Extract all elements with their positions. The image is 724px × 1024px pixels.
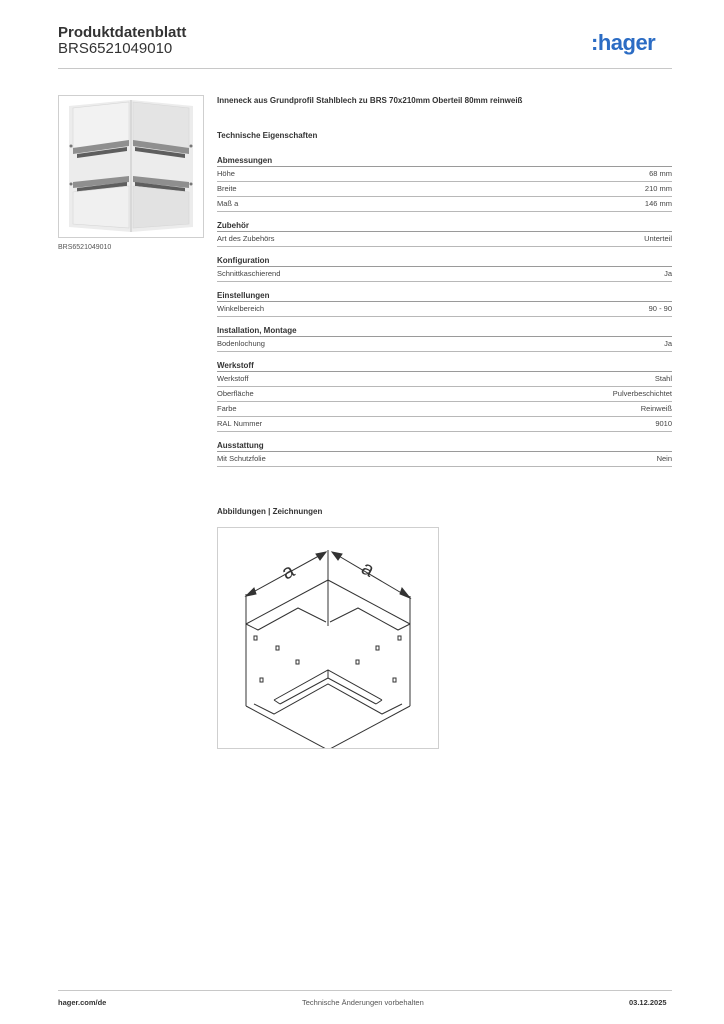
spec-label: Art des Zubehörs <box>217 234 275 243</box>
spec-row <box>217 387 672 402</box>
technical-properties-heading: Technische Eigenschaften <box>217 131 318 140</box>
product-image <box>58 95 204 238</box>
spec-value: Unterteil <box>644 234 672 243</box>
spec-group-installation <box>217 325 672 352</box>
spec-value: 210 mm <box>644 184 672 193</box>
spec-group-title: Ausstattung <box>217 440 672 452</box>
spec-group-title: Konfiguration <box>217 255 672 267</box>
spec-group-konfiguration <box>217 255 672 282</box>
spec-label: Farbe <box>217 404 237 413</box>
spec-value: Ja <box>664 269 672 278</box>
spec-value: 90 - 90 <box>648 304 672 313</box>
page-title: Produktdatenblatt <box>58 24 187 41</box>
spec-value: Stahl <box>654 374 672 383</box>
drawings-heading: Abbildungen | Zeichnungen <box>217 507 323 516</box>
spec-value: Pulverbeschichtet <box>612 389 672 398</box>
dimension-label-right: a <box>357 556 378 582</box>
spec-group-abmessungen <box>217 155 672 212</box>
product-description: Inneneck aus Grundprofil Stahlblech zu BRS 70x210mm Oberteil 80mm reinweiß <box>217 96 523 105</box>
spec-label: Maß a <box>217 199 239 208</box>
spec-value: Nein <box>656 454 672 463</box>
spec-value: Ja <box>664 339 672 348</box>
spec-row <box>217 267 672 282</box>
spec-label: Breite <box>217 184 237 193</box>
technical-drawing-svg <box>218 528 438 748</box>
spec-group-werkstoff <box>217 360 672 432</box>
spec-group-title: Installation, Montage <box>217 325 672 337</box>
spec-group-title: Abmessungen <box>217 155 672 167</box>
spec-group-zubehoer <box>217 220 672 247</box>
spec-label: Mit Schutzfolie <box>217 454 266 463</box>
footer-date: 03.12.2025 <box>629 998 667 1007</box>
spec-value: 68 mm <box>649 169 672 178</box>
product-image-caption: BRS6521049010 <box>58 244 112 251</box>
spec-label: Höhe <box>217 169 235 178</box>
technical-drawing <box>217 527 439 749</box>
spec-label: Winkelbereich <box>217 304 265 313</box>
spec-label: Schnittkaschierend <box>217 269 281 278</box>
spec-row <box>217 302 672 317</box>
spec-row <box>217 337 672 352</box>
hager-logo: :hager <box>591 30 656 55</box>
spec-label: Bodenlochung <box>217 339 265 348</box>
footer-website: hager.com/de <box>58 998 107 1007</box>
article-number: BRS6521049010 <box>58 40 173 57</box>
spec-group-title: Einstellungen <box>217 290 672 302</box>
spec-table <box>217 155 672 475</box>
footer-divider <box>58 990 672 991</box>
header-divider <box>58 68 672 69</box>
spec-row <box>217 197 672 212</box>
spec-row <box>217 232 672 247</box>
spec-row <box>217 417 672 432</box>
spec-row <box>217 452 672 467</box>
spec-group-title: Zubehör <box>217 220 672 232</box>
spec-label: Werkstoff <box>217 374 249 383</box>
spec-label: Oberfläche <box>217 389 254 398</box>
product-photo-svg <box>59 96 203 237</box>
spec-row <box>217 402 672 417</box>
spec-value: 146 mm <box>644 199 672 208</box>
dimension-label-left: a <box>278 559 299 585</box>
spec-group-einstellungen <box>217 290 672 317</box>
spec-group-title: Werkstoff <box>217 360 672 372</box>
spec-value: 9010 <box>655 419 672 428</box>
spec-row <box>217 167 672 182</box>
spec-label: RAL Nummer <box>217 419 263 428</box>
spec-row <box>217 182 672 197</box>
spec-row <box>217 372 672 387</box>
footer-disclaimer: Technische Änderungen vorbehalten <box>302 998 424 1007</box>
spec-value: Reinweiß <box>640 404 672 413</box>
spec-group-ausstattung <box>217 440 672 467</box>
